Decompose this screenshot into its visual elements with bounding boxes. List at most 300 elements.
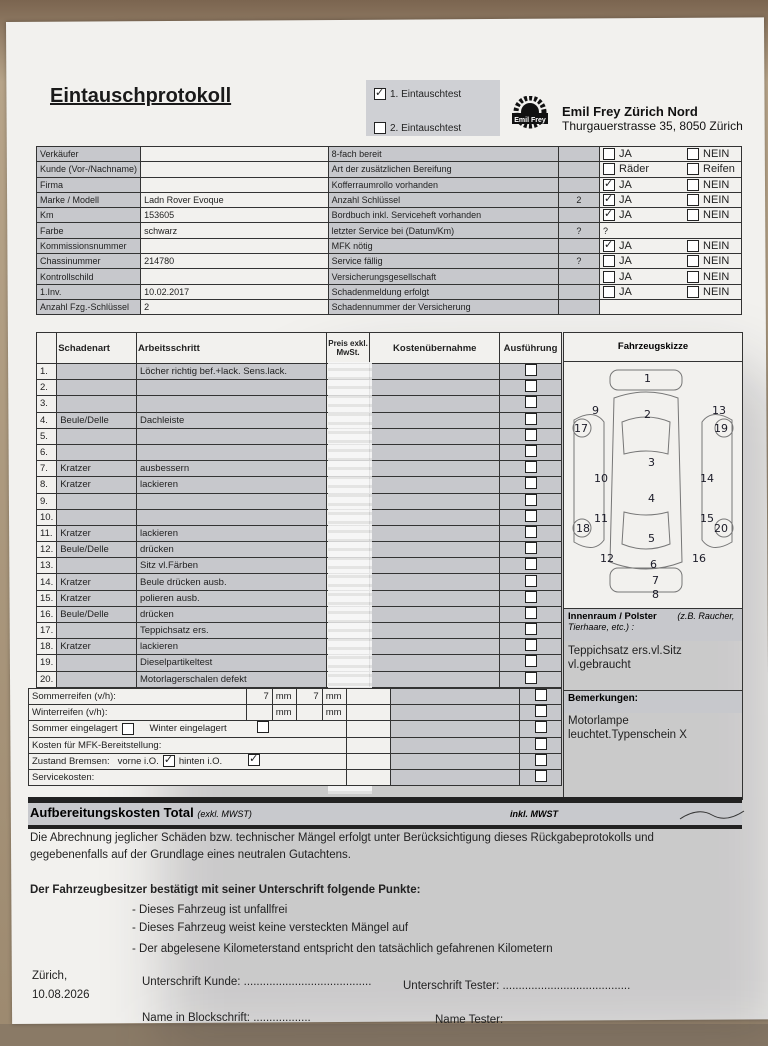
rear-ok-label: hinten i.O.: [178, 755, 223, 767]
check-label: MFK nötig: [328, 238, 558, 253]
damage-type-cell[interactable]: [57, 444, 137, 460]
check-value[interactable]: [558, 192, 599, 207]
extras-row: [29, 737, 562, 753]
option-no-label: NEIN: [703, 270, 730, 283]
damage-type-cell[interactable]: [57, 493, 137, 509]
cost-cell[interactable]: [370, 606, 500, 622]
checkbox-icon[interactable]: [603, 271, 615, 283]
info-value[interactable]: [141, 162, 329, 177]
damage-type-cell[interactable]: Kratzer: [57, 525, 137, 541]
damage-type-cell[interactable]: Kratzer: [57, 477, 137, 493]
checkbox-icon[interactable]: [525, 575, 537, 587]
sketch-title: Fahrzeugskizze: [564, 333, 742, 362]
interior-hint: (z.B. Raucher, Tierhaare, etc.) :: [568, 611, 735, 632]
sketch-number: 10: [594, 472, 608, 485]
check-value-text: ?: [576, 225, 582, 236]
row-number: 19.: [37, 655, 57, 671]
work-step-cell[interactable]: Löcher richtig bef.+lack. Sens.lack.: [136, 364, 326, 380]
info-value[interactable]: [141, 238, 329, 253]
execution-cell: [500, 623, 562, 639]
checkbox-icon[interactable]: [603, 163, 615, 175]
name-tester-line[interactable]: Name Tester:: [435, 1014, 504, 1026]
customer-signature-line[interactable]: Unterschrift Kunde: ........................................: [142, 976, 372, 988]
option-no-label: NEIN: [703, 255, 730, 268]
company-address: Thurgauerstrasse 35, 8050 Zürich: [562, 119, 743, 133]
table-row: [37, 380, 562, 396]
yes-no-options: [603, 286, 738, 298]
checkbox-icon[interactable]: [687, 209, 699, 221]
name-block-line[interactable]: Name in Blockschrift: ..................: [142, 1012, 311, 1024]
execution-cell: [500, 412, 562, 428]
checkbox-icon[interactable]: [257, 721, 269, 733]
check-value[interactable]: [558, 177, 599, 192]
option-no-label: NEIN: [703, 285, 730, 298]
info-row: [37, 162, 742, 177]
damage-type-cell[interactable]: Beule/Delle: [57, 606, 137, 622]
work-step-cell[interactable]: Sitz vl.Färben: [136, 558, 326, 574]
execution-cell: [520, 689, 562, 705]
checkbox-icon[interactable]: [535, 721, 547, 733]
tire-value[interactable]: 7: [246, 689, 272, 705]
tire-value[interactable]: [246, 705, 272, 721]
info-value[interactable]: 153605: [141, 208, 329, 223]
checkbox-icon[interactable]: [525, 558, 537, 570]
work-step-cell[interactable]: [136, 509, 326, 525]
yes-no-options: [603, 163, 738, 175]
yes-no-cell: [600, 208, 742, 223]
checkbox-icon[interactable]: [525, 655, 537, 667]
confirm-point-1: - Dieses Fahrzeug ist unfallfrei: [132, 904, 288, 916]
work-step-cell[interactable]: Dachleiste: [136, 412, 326, 428]
option-yes-label: JA: [619, 255, 632, 268]
extras-row: [29, 705, 562, 721]
work-step-cell[interactable]: lackieren: [136, 525, 326, 541]
confirm-point-3: - Der abgelesene Kilometerstand entspricht den tatsächlich gefahrenen Kilometern: [132, 943, 553, 955]
interior-note-1: Teppichsatz ers.vl.Sitz: [568, 645, 682, 657]
tire-value[interactable]: 7: [296, 689, 322, 705]
sketch-number: 8: [652, 588, 659, 601]
sketch-number: 9: [592, 404, 599, 417]
table-row: [37, 623, 562, 639]
row-number: 20.: [37, 671, 57, 687]
execution-cell: [500, 461, 562, 477]
second-test-option[interactable]: [374, 122, 461, 134]
damage-type-cell[interactable]: [57, 380, 137, 396]
info-label: Kunde (Vor-/Nachname): [37, 162, 141, 177]
info-value[interactable]: 2: [141, 299, 329, 314]
check-value[interactable]: [558, 254, 599, 269]
checkbox-icon[interactable]: [525, 413, 537, 425]
sketch-number: 3: [648, 456, 655, 469]
info-row: [37, 269, 742, 284]
execution-cell: [500, 606, 562, 622]
table-row: [37, 574, 562, 590]
yes-no-cell: [600, 162, 742, 177]
table-row: [37, 590, 562, 606]
option-no-label: Reifen: [703, 163, 735, 176]
yes-no-options: [603, 194, 738, 206]
brake-label: Zustand Bremsen:: [32, 755, 110, 767]
cost-cell[interactable]: [370, 477, 500, 493]
option-no-label: NEIN: [703, 148, 730, 161]
row-number: 9.: [37, 493, 57, 509]
check-value[interactable]: [558, 284, 599, 299]
row-number: 4.: [37, 412, 57, 428]
check-value[interactable]: [558, 299, 599, 314]
logo-text: Emil Frey: [514, 117, 546, 124]
checkbox-icon[interactable]: [525, 380, 537, 392]
damage-type-cell[interactable]: Kratzer: [57, 590, 137, 606]
row-number: 14.: [37, 574, 57, 590]
table-row: [37, 542, 562, 558]
option-yes-label: JA: [619, 239, 632, 252]
row-number: 3.: [37, 396, 57, 412]
row-number: 8.: [37, 477, 57, 493]
damage-type-cell[interactable]: [57, 364, 137, 380]
yes-no-options: [603, 271, 738, 283]
page-title: Eintauschprotokoll: [50, 85, 232, 107]
tire-label: Sommerreifen (v/h):: [29, 689, 247, 705]
execution-cell: [500, 396, 562, 412]
check-value[interactable]: [558, 208, 599, 223]
cost-cell[interactable]: [370, 444, 500, 460]
row-number: 7.: [37, 461, 57, 477]
cost-cell[interactable]: [370, 671, 500, 687]
work-step-cell[interactable]: [136, 380, 326, 396]
check-value[interactable]: [558, 147, 599, 162]
signing-date: 10.08.2026: [32, 989, 90, 1001]
signature-scribble-icon: [678, 805, 748, 823]
tester-signature-line[interactable]: Unterschrift Tester: ........................................: [403, 980, 631, 992]
info-row: [37, 254, 742, 269]
yes-no-cell: [600, 254, 742, 269]
checkbox-icon[interactable]: [122, 723, 134, 735]
checkbox-icon[interactable]: [525, 445, 537, 457]
option-yes-label: Räder: [619, 163, 650, 176]
mfk-cost-label: Kosten für MFK-Bereitstellung:: [32, 739, 162, 751]
check-label: Kofferraumrollo vorhanden: [328, 177, 558, 192]
checkbox-icon[interactable]: [525, 429, 537, 441]
yes-no-cell: [600, 223, 742, 238]
work-step-cell[interactable]: [136, 493, 326, 509]
checkbox-checked-icon[interactable]: [603, 209, 615, 221]
info-label: Farbe: [37, 223, 141, 238]
test-selector: [366, 80, 500, 136]
row-number: 10.: [37, 509, 57, 525]
sketch-number: 16: [692, 552, 706, 565]
company-block: [562, 104, 743, 133]
work-step-cell[interactable]: Motorlagerschalen defekt: [136, 671, 326, 687]
sketch-number: 7: [652, 574, 659, 587]
info-row: [37, 147, 742, 162]
damage-type-cell[interactable]: [57, 623, 137, 639]
option-no-label: NEIN: [703, 209, 730, 222]
extras-wide-cell: [29, 769, 347, 785]
check-value[interactable]: [558, 269, 599, 284]
row-number: 18.: [37, 639, 57, 655]
cost-cell[interactable]: [370, 493, 500, 509]
interior-header: [564, 609, 742, 641]
checkbox-icon[interactable]: [535, 705, 547, 717]
company-name: Emil Frey Zürich Nord: [562, 104, 698, 119]
checkbox-icon[interactable]: [525, 494, 537, 506]
info-row: [37, 238, 742, 253]
price-cell: [346, 705, 390, 721]
storage-options: [32, 721, 343, 736]
work-step-cell[interactable]: lackieren: [136, 639, 326, 655]
option-yes-label: JA: [619, 178, 632, 191]
info-value[interactable]: 214780: [141, 254, 329, 269]
cost-cell[interactable]: [370, 428, 500, 444]
damage-type-cell[interactable]: [57, 655, 137, 671]
info-label: Km: [37, 208, 141, 223]
damage-type-cell[interactable]: Beule/Delle: [57, 542, 137, 558]
checkbox-icon[interactable]: [525, 396, 537, 408]
service-km-value: ?: [603, 225, 609, 236]
total-row: [28, 803, 742, 829]
checkbox-icon[interactable]: [687, 286, 699, 298]
work-step-cell[interactable]: ausbessern: [136, 461, 326, 477]
col-number: [37, 333, 57, 364]
checkbox-icon[interactable]: [603, 255, 615, 267]
yes-no-options: [603, 209, 738, 221]
first-test-option[interactable]: [374, 88, 461, 100]
checkbox-checked-icon[interactable]: [603, 240, 615, 252]
sketch-number: 13: [712, 404, 726, 417]
row-number: 6.: [37, 444, 57, 460]
work-step-cell[interactable]: Beule drücken ausb.: [136, 574, 326, 590]
work-step-cell[interactable]: drücken: [136, 606, 326, 622]
info-label: Kommissionsnummer: [37, 238, 141, 253]
damage-type-cell[interactable]: Kratzer: [57, 639, 137, 655]
checkbox-icon[interactable]: [525, 672, 537, 684]
table-row: [37, 412, 562, 428]
sketch-number: 11: [594, 512, 608, 525]
row-number: 13.: [37, 558, 57, 574]
execution-cell: [500, 444, 562, 460]
info-value[interactable]: Ladn Rover Evoque: [141, 192, 329, 207]
info-row: [37, 284, 742, 299]
execution-cell: [520, 769, 562, 785]
rear-ok-box: [248, 754, 260, 769]
work-step-cell[interactable]: Teppichsatz ers.: [136, 623, 326, 639]
cost-cell: [390, 721, 520, 737]
checkbox-icon[interactable]: [535, 738, 547, 750]
work-step-cell[interactable]: lackieren: [136, 477, 326, 493]
cost-cell[interactable]: [370, 525, 500, 541]
confirm-title: Der Fahrzeugbesitzer bestätigt mit seiner Unterschrift folgende Punkte:: [30, 884, 421, 896]
cost-cell[interactable]: [370, 655, 500, 671]
checkbox-icon[interactable]: [687, 179, 699, 191]
table-row: [37, 606, 562, 622]
checkbox-icon[interactable]: [525, 477, 537, 489]
checkbox-icon[interactable]: [525, 364, 537, 376]
execution-cell: [500, 558, 562, 574]
yes-no-cell: [600, 269, 742, 284]
extras-row: [29, 721, 562, 737]
info-label: Chassinummer: [37, 254, 141, 269]
execution-cell: [500, 574, 562, 590]
yes-no-cell: [600, 147, 742, 162]
row-number: 1.: [37, 364, 57, 380]
checkbox-icon[interactable]: [687, 148, 699, 160]
cost-cell[interactable]: [370, 623, 500, 639]
execution-cell: [500, 671, 562, 687]
table-row: [37, 444, 562, 460]
cost-cell[interactable]: [370, 558, 500, 574]
work-step-cell[interactable]: [136, 444, 326, 460]
damage-type-cell[interactable]: [57, 509, 137, 525]
tire-value[interactable]: [296, 705, 322, 721]
damage-type-cell[interactable]: [57, 671, 137, 687]
sketch-number: 14: [700, 472, 714, 485]
checkbox-icon[interactable]: [687, 255, 699, 267]
table-row: [37, 428, 562, 444]
checkbox-icon[interactable]: [603, 286, 615, 298]
cost-cell[interactable]: [370, 590, 500, 606]
price-cell: [346, 753, 390, 769]
execution-cell: [500, 364, 562, 380]
sketch-number: 19: [714, 422, 728, 435]
damage-type-cell[interactable]: [57, 558, 137, 574]
work-step-cell[interactable]: [136, 396, 326, 412]
execution-cell: [500, 525, 562, 541]
cost-cell[interactable]: [370, 639, 500, 655]
info-value[interactable]: [141, 269, 329, 284]
checkbox-icon[interactable]: [525, 623, 537, 635]
option-no-label: NEIN: [703, 194, 730, 207]
sketch-number: 1: [644, 372, 651, 385]
info-value[interactable]: [141, 177, 329, 192]
col-kosten: Kostenübernahme: [370, 333, 500, 364]
checkbox-icon[interactable]: [525, 510, 537, 522]
checkbox-checked-icon[interactable]: [603, 194, 615, 206]
damage-table: [36, 332, 562, 688]
execution-cell: [500, 477, 562, 493]
winter-storage-box: [257, 721, 269, 736]
sketch-number: 15: [700, 512, 714, 525]
interior-note-2: vl.gebraucht: [568, 659, 631, 671]
damage-type-cell[interactable]: [57, 396, 137, 412]
option-yes-label: JA: [619, 194, 632, 207]
emil-frey-logo-icon: [508, 96, 552, 136]
table-row: [37, 364, 562, 380]
execution-cell: [520, 753, 562, 769]
col-schadenart: Schadenart: [57, 333, 137, 364]
damage-type-cell[interactable]: Kratzer: [57, 574, 137, 590]
cost-cell: [390, 769, 520, 785]
unit-mm: mm: [272, 705, 296, 721]
option-yes-label: JA: [619, 209, 632, 222]
cost-cell[interactable]: [370, 542, 500, 558]
cost-cell[interactable]: [370, 364, 500, 380]
option-no-label: NEIN: [703, 239, 730, 252]
damage-type-cell[interactable]: Beule/Delle: [57, 412, 137, 428]
check-value[interactable]: [558, 223, 599, 238]
checkbox-icon[interactable]: [525, 461, 537, 473]
price-cell: [346, 721, 390, 737]
option-no-label: NEIN: [703, 178, 730, 191]
yes-no-cell: [600, 299, 742, 314]
execution-cell: [500, 428, 562, 444]
yes-no-cell: [600, 177, 742, 192]
cost-cell[interactable]: [370, 396, 500, 412]
checkbox-icon[interactable]: [535, 754, 547, 766]
info-value[interactable]: [141, 147, 329, 162]
sketch-number: 4: [648, 492, 655, 505]
extras-row: [29, 689, 562, 705]
table-row: [37, 655, 562, 671]
checkbox-checked-icon[interactable]: [248, 754, 260, 766]
cost-cell[interactable]: [370, 574, 500, 590]
cost-cell: [390, 737, 520, 753]
unit-mm: mm: [322, 705, 346, 721]
checkbox-checked-icon[interactable]: [603, 179, 615, 191]
checkbox-icon[interactable]: [525, 639, 537, 651]
cost-cell[interactable]: [370, 509, 500, 525]
signing-place: Zürich,: [32, 970, 68, 982]
confirm-point-2: - Dieses Fahrzeug weist keine versteckten Mängel auf: [132, 922, 409, 934]
checkbox-checked-icon[interactable]: [163, 755, 175, 767]
checkbox-icon[interactable]: [374, 122, 386, 134]
total-label: Aufbereitungskosten Total (exkl. MWST): [30, 805, 252, 820]
row-number: 15.: [37, 590, 57, 606]
info-value[interactable]: 10.02.2017: [141, 284, 329, 299]
info-row: [37, 208, 742, 223]
row-number: 17.: [37, 623, 57, 639]
damage-type-cell[interactable]: [57, 428, 137, 444]
info-row: [37, 299, 742, 314]
row-number: 16.: [37, 606, 57, 622]
cost-cell[interactable]: [370, 380, 500, 396]
checkbox-checked-icon[interactable]: [374, 88, 386, 100]
vehicle-sketch-panel: [563, 332, 743, 610]
checkbox-icon[interactable]: [525, 591, 537, 603]
table-row: [37, 461, 562, 477]
work-step-cell[interactable]: polieren ausb.: [136, 590, 326, 606]
work-step-cell[interactable]: Dieselpartikeltest: [136, 655, 326, 671]
work-step-cell[interactable]: drücken: [136, 542, 326, 558]
unit-mm: mm: [322, 689, 346, 705]
execution-cell: [500, 493, 562, 509]
work-step-cell[interactable]: [136, 428, 326, 444]
table-row: [37, 396, 562, 412]
brake-options: [32, 754, 343, 769]
check-value[interactable]: [558, 162, 599, 177]
cost-cell[interactable]: [370, 461, 500, 477]
checkbox-icon[interactable]: [525, 542, 537, 554]
checkbox-icon[interactable]: [525, 526, 537, 538]
sketch-number: 20: [714, 522, 728, 535]
check-label: 8-fach bereit: [328, 147, 558, 162]
checkbox-icon[interactable]: [525, 607, 537, 619]
checkbox-icon[interactable]: [535, 689, 547, 701]
checkbox-icon[interactable]: [603, 148, 615, 160]
checkbox-icon[interactable]: [687, 194, 699, 206]
checkbox-icon[interactable]: [687, 163, 699, 175]
info-value[interactable]: schwarz: [141, 223, 329, 238]
info-label: Anzahl Fzg.-Schlüssel: [37, 299, 141, 314]
table-row: [37, 477, 562, 493]
col-preis: Preis exkl. MwSt.: [326, 333, 370, 364]
checkbox-icon[interactable]: [535, 770, 547, 782]
info-label: Marke / Modell: [37, 192, 141, 207]
damage-type-cell[interactable]: Kratzer: [57, 461, 137, 477]
cost-cell[interactable]: [370, 412, 500, 428]
checkbox-icon[interactable]: [687, 240, 699, 252]
checkbox-icon[interactable]: [687, 271, 699, 283]
check-value[interactable]: [558, 238, 599, 253]
